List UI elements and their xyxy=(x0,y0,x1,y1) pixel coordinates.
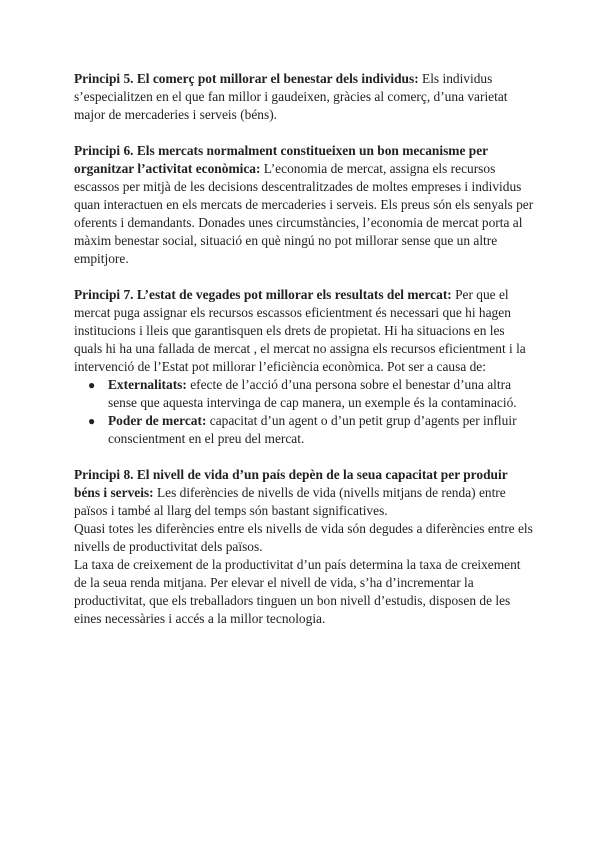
principle-text: Els individus s’especialitzen en el que fan millor i gaudeixen, gràcies al comerç, d’una varietat major de mercaderies i serveis (béns). xyxy=(74,71,508,122)
principle-7 xyxy=(74,286,534,448)
principle-heading: Principi 5. El comerç pot millorar el benestar dels individus: xyxy=(74,71,419,86)
principle-text: Quasi totes les diferències entre els nivells de vida són degudes a diferències entre els nivells de productivitat dels països. xyxy=(74,521,533,554)
principle-5 xyxy=(74,70,534,124)
principle-8 xyxy=(74,466,534,628)
principle-heading: Principi 6. Els mercats normalment constitueixen un bon mecanisme per organitzar l’activitat econòmica: xyxy=(74,143,488,176)
list-item xyxy=(74,412,534,448)
principle-text: L’economia de mercat, assigna els recursos escassos per mitjà de les decisions descentralitzades de moltes empreses i individus quan interactuen en els mercats de mercaderies i serveis. Els preus són els senyals per oferents i demandants. Donades unes circumstàncies, l’economia de mercat porta al màxim benestar social, situació en què ningú no pot millorar sense que un altre empitjore. xyxy=(74,161,534,266)
principle-text: La taxa de creixement de la productivitat d’un país determina la taxa de creixement de la seua renda mitjana. Per elevar el nivell de vida, s’ha d’incrementar la productivitat, que els treballadors tinguen un bon nivell d’estudis, disposen de les eines necessàries i accés a la millor tecnologia. xyxy=(74,557,521,626)
list-item xyxy=(74,376,534,412)
bullet-text: capacitat d’un agent o d’un petit grup d’agents per influir conscientment en el preu del mercat. xyxy=(108,413,517,446)
principle-text: Per que el mercat puga assignar els recursos escassos eficientment és necessari que hi hagen institucions i lleis que garantisquen els drets de propietat. Hi ha situacions en les quals hi ha una fallada de mercat , el mercat no assigna els recursos eficientment i la intervenció de l’Estat pot millorar l’eficiència econòmica. Pot ser a causa de: xyxy=(74,287,526,374)
principle-6 xyxy=(74,142,534,268)
principle-heading: Principi 7. L’estat de vegades pot millorar els resultats del mercat: xyxy=(74,287,452,302)
bullet-term: Poder de mercat: xyxy=(108,413,207,428)
bullet-icon: ● xyxy=(88,414,96,428)
bullet-list xyxy=(74,376,534,448)
document-page xyxy=(74,70,534,628)
principle-heading: Principi 8. El nivell de vida d’un país depèn de la seua capacitat per produir béns i serveis: xyxy=(74,467,508,500)
bullet-icon: ● xyxy=(88,378,96,392)
principle-text: Les diferències de nivells de vida (nivells mitjans de renda) entre països i també al llarg del temps són bastant significatives. xyxy=(74,485,506,518)
bullet-text: efecte de l’acció d’una persona sobre el benestar d’una altra sense que aquesta intervinga de cap manera, un exemple és la contaminació. xyxy=(108,377,517,410)
bullet-term: Externalitats: xyxy=(108,377,187,392)
